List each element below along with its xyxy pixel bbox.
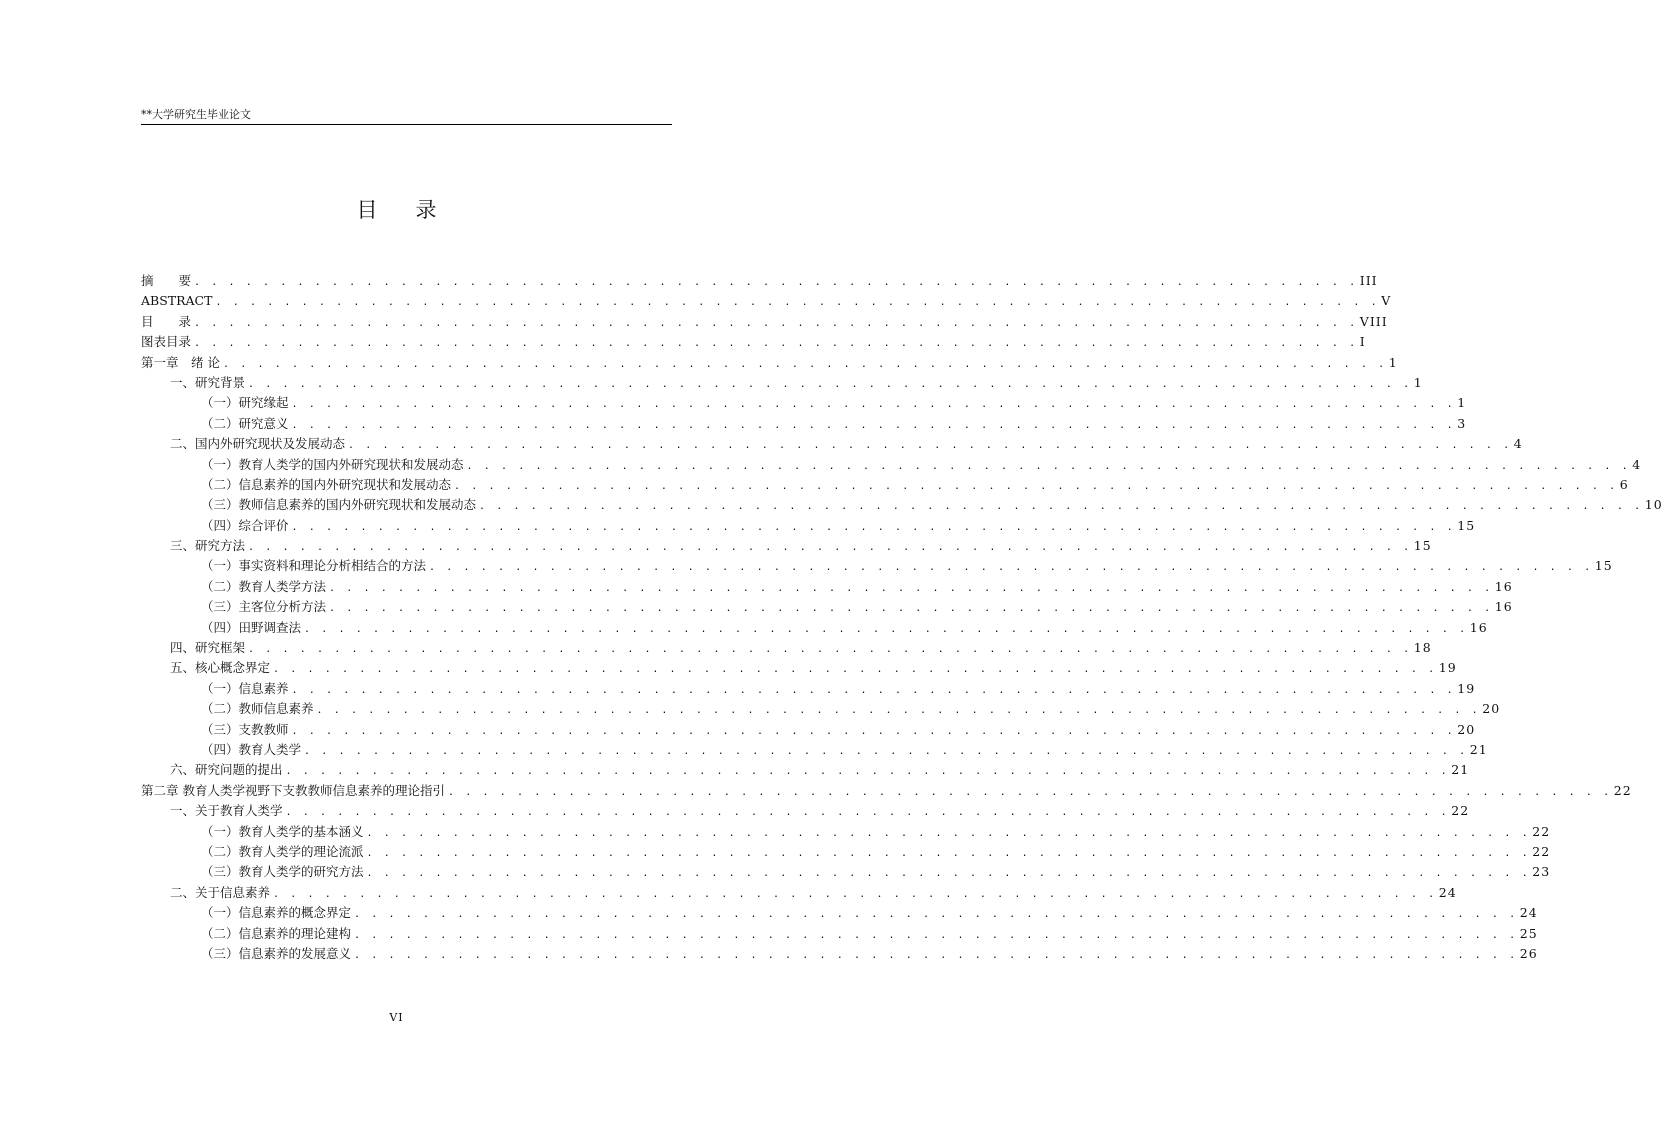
toc-entry-page: 21 [1451,762,1470,778]
toc-entry-page: 16 [1494,578,1513,594]
dot-leader: . . . . . . . . . . . . . . . . . . . . . . . . . . . . . . . . . . . . . . . . . . . . . . . . . . . . . . . . . . . . . . . . . . . . [366,868,1531,880]
toc-entry-title: （三）支教教师 [201,721,289,737]
toc-entry-title: （四）综合评价 [201,517,289,533]
toc-entry-page: 4 [1632,456,1642,472]
toc-entry-title: 四、研究框架 [170,640,246,656]
toc-entry-title: （三）信息素养的发展意义 [201,945,352,961]
toc-entry-title: （三）主客位分析方法 [201,599,327,615]
dot-leader: . . . . . . . . . . . . . . . . . . . . . . . . . . . . . . . . . . . . . . . . . . . . . . . . . . . . . . . . . . . . . . . . . . . . [248,644,1412,656]
page-number: VI [389,1011,404,1024]
dot-leader: . . . . . . . . . . . . . . . . . . . . . . . . . . . . . . . . . . . . . . . . . . . . . . . . . . . . . . . . . . . . . . . . . . . . [291,725,1456,737]
toc-entry[interactable] [141,516,1476,536]
toc-entry-title: （一）信息素养 [201,680,289,696]
toc-entry-page: 15 [1594,558,1613,574]
dot-leader: . . . . . . . . . . . . . . . . . . . . . . . . . . . . . . . . . . . . . . . . . . . . . . . . . . . . . . . . . . . . . . . . . . . . [194,277,1358,288]
toc-entry[interactable] [141,271,1378,291]
toc-entry-page: 21 [1469,741,1488,757]
toc-entry[interactable] [141,434,1523,454]
toc-entry[interactable] [141,353,1398,373]
toc-entry-title: 三、研究方法 [170,538,246,554]
toc-entry-page: 15 [1413,538,1432,554]
toc-entry-page: 20 [1457,721,1476,737]
toc-entry-title: （一）事实资料和理论分析相结合的方法 [201,558,427,574]
table-of-contents [141,271,1663,964]
toc-entry-title: 目 录 [141,313,192,329]
dot-leader: . . . . . . . . . . . . . . . . . . . . . . . . . . . . . . . . . . . . . . . . . . . . . . . . . . . . . . . . . . . . . . . . . . . . [291,684,1456,696]
toc-entry-page: 22 [1532,823,1551,839]
toc-entry[interactable] [141,373,1423,393]
toc-entry-title: 摘 要 [141,273,192,288]
toc-entry-page: V [1381,293,1392,309]
toc-entry-page: 22 [1613,782,1632,798]
toc-entry-title: （三）教师信息素养的国内外研究现状和发展动态 [201,497,477,513]
dot-leader: . . . . . . . . . . . . . . . . . . . . . . . . . . . . . . . . . . . . . . . . . . . . . . . . . . . . . . . . . . . . . . . . . . . . [479,501,1643,513]
toc-entry-title: （二）信息素养的国内外研究现状和发展动态 [201,476,452,492]
toc-entry[interactable] [141,903,1538,923]
toc-entry[interactable] [141,312,1388,332]
dot-leader: . . . . . . . . . . . . . . . . . . . . . . . . . . . . . . . . . . . . . . . . . . . . . . . . . . . . . . . . . . . . . . . . . . . . [194,317,1358,329]
toc-entry-page: 6 [1619,476,1629,492]
toc-entry-title: （四）田野调查法 [201,619,302,635]
toc-entry[interactable] [141,720,1476,740]
dot-leader: . . . . . . . . . . . . . . . . . . . . . . . . . . . . . . . . . . . . . . . . . . . . . . . . . . . . . . . . . . . . . . . . . . . . [273,664,1437,676]
toc-entry-title: 图表目录 [141,334,192,350]
toc-entry-title: 第二章 教育人类学视野下支教教师信息素养的理论指引 [141,782,445,798]
toc-entry-title: （一）研究缘起 [201,395,289,411]
dot-leader: . . . . . . . . . . . . . . . . . . . . . . . . . . . . . . . . . . . . . . . . . . . . . . . . . . . . . . . . . . . . . . . . . . . . [447,786,1612,798]
dot-leader: . . . . . . . . . . . . . . . . . . . . . . . . . . . . . . . . . . . . . . . . . . . . . . . . . . . . . . . . . . . . . . . . . . . . [304,745,1468,757]
toc-entry[interactable] [141,332,1366,352]
toc-entry-title: （二）研究意义 [201,415,289,431]
dot-leader: . . . . . . . . . . . . . . . . . . . . . . . . . . . . . . . . . . . . . . . . . . . . . . . . . . . . . . . . . . . . . . . . . . . . [285,807,1450,819]
toc-entry-page: 16 [1494,599,1513,615]
toc-entry-title: 五、核心概念界定 [170,660,271,676]
toc-entry-page: 3 [1457,415,1467,431]
toc-entry[interactable] [141,679,1476,699]
toc-entry[interactable] [141,495,1663,515]
toc-entry-title: （一）教育人类学的国内外研究现状和发展动态 [201,456,464,472]
toc-entry[interactable] [141,597,1513,617]
dot-leader: . . . . . . . . . . . . . . . . . . . . . . . . . . . . . . . . . . . . . . . . . . . . . . . . . . . . . . . . . . . . . . . . . . . . [248,378,1412,390]
dot-leader: . . . . . . . . . . . . . . . . . . . . . . . . . . . . . . . . . . . . . . . . . . . . . . . . . . . . . . . . . . . . . . . . . . . . [291,521,1456,533]
toc-entry-title: （四）教育人类学 [201,741,302,757]
dot-leader: . . . . . . . . . . . . . . . . . . . . . . . . . . . . . . . . . . . . . . . . . . . . . . . . . . . . . . . . . . . . . . . . . . . . [354,929,1518,941]
dot-leader: . . . . . . . . . . . . . . . . . . . . . . . . . . . . . . . . . . . . . . . . . . . . . . . . . . . . . . . . . . . . . . . . . . . . [304,623,1468,635]
dot-leader: . . . . . . . . . . . . . . . . . . . . . . . . . . . . . . . . . . . . . . . . . . . . . . . . . . . . . . . . . . . . . . . . . . . . [194,338,1358,350]
toc-entry-page: 18 [1413,640,1432,656]
toc-entry[interactable] [141,781,1632,801]
toc-entry-title: （二）教师信息素养 [201,701,314,717]
dot-leader: . . . . . . . . . . . . . . . . . . . . . . . . . . . . . . . . . . . . . . . . . . . . . . . . . . . . . . . . . . . . . . . . . . . . [316,705,1481,717]
toc-entry-title: （一）教育人类学的基本涵义 [201,823,364,839]
toc-entry-title: ABSTRACT [141,293,213,309]
toc-entry[interactable] [141,638,1432,658]
dot-leader: . . . . . . . . . . . . . . . . . . . . . . . . . . . . . . . . . . . . . . . . . . . . . . . . . . . . . . . . . . . . . . . . . . . . [366,827,1531,839]
page-title: 目录 [356,198,475,222]
toc-entry-page: 25 [1519,925,1538,941]
toc-entry-page: 23 [1532,864,1551,880]
toc-entry-page: 26 [1519,945,1538,961]
toc-entry[interactable] [141,760,1470,780]
dot-leader: . . . . . . . . . . . . . . . . . . . . . . . . . . . . . . . . . . . . . . . . . . . . . . . . . . . . . . . . . . . . . . . . . . . . [273,888,1437,900]
dot-leader: . . . . . . . . . . . . . . . . . . . . . . . . . . . . . . . . . . . . . . . . . . . . . . . . . . . . . . . . . . . . . . . . . . . . [366,847,1531,859]
toc-entry[interactable] [141,883,1457,903]
toc-entry[interactable] [141,658,1457,678]
toc-entry-title: 二、国内外研究现状及发展动态 [170,436,346,452]
toc-entry-page: 1 [1457,395,1467,411]
dot-leader: . . . . . . . . . . . . . . . . . . . . . . . . . . . . . . . . . . . . . . . . . . . . . . . . . . . . . . . . . . . . . . . . . . . . [429,562,1593,574]
toc-entry-title: 一、关于教育人类学 [170,803,283,819]
toc-entry[interactable] [141,536,1432,556]
toc-entry-page: 16 [1469,619,1488,635]
toc-entry-title: （二）教育人类学方法 [201,578,327,594]
dot-leader: . . . . . . . . . . . . . . . . . . . . . . . . . . . . . . . . . . . . . . . . . . . . . . . . . . . . . . . . . . . . . . . . . . . . [215,297,1380,309]
toc-entry-page: 24 [1438,884,1457,900]
toc-entry-title: （二）信息素养的理论建构 [201,925,352,941]
toc-entry-page: 4 [1513,436,1523,452]
toc-entry-page: 1 [1388,354,1398,370]
dot-leader: . . . . . . . . . . . . . . . . . . . . . . . . . . . . . . . . . . . . . . . . . . . . . . . . . . . . . . . . . . . . . . . . . . . . [348,440,1512,452]
dot-leader: . . . . . . . . . . . . . . . . . . . . . . . . . . . . . . . . . . . . . . . . . . . . . . . . . . . . . . . . . . . . . . . . . . . . [291,419,1456,431]
dot-leader: . . . . . . . . . . . . . . . . . . . . . . . . . . . . . . . . . . . . . . . . . . . . . . . . . . . . . . . . . . . . . . . . . . . . [354,909,1518,921]
toc-entry-page: 20 [1482,701,1501,717]
toc-entry[interactable] [141,414,1467,434]
toc-entry-page: 19 [1438,660,1457,676]
toc-entry-title: （一）信息素养的概念界定 [201,905,352,921]
toc-entry[interactable] [141,740,1488,760]
toc-entry[interactable] [141,618,1488,638]
toc-entry[interactable] [141,924,1538,944]
dot-leader: . . . . . . . . . . . . . . . . . . . . . . . . . . . . . . . . . . . . . . . . . . . . . . . . . . . . . . . . . . . . . . . . . . . . [291,399,1456,411]
toc-entry-page: 1 [1413,374,1423,390]
toc-entry-title: （二）教育人类学的理论流派 [201,843,364,859]
dot-leader: . . . . . . . . . . . . . . . . . . . . . . . . . . . . . . . . . . . . . . . . . . . . . . . . . . . . . . . . . . . . . . . . . . . . [329,603,1493,615]
toc-entry-page: VIII [1359,313,1388,329]
toc-entry-page: 15 [1457,517,1476,533]
dot-leader: . . . . . . . . . . . . . . . . . . . . . . . . . . . . . . . . . . . . . . . . . . . . . . . . . . . . . . . . . . . . . . . . . . . . [285,766,1450,778]
toc-entry[interactable] [141,699,1501,719]
toc-entry-page: III [1359,273,1378,288]
toc-entry-page: I [1359,334,1366,350]
running-header: **大学研究生毕业论文 [141,108,672,125]
toc-entry[interactable] [141,455,1642,475]
toc-entry-page: 22 [1532,843,1551,859]
dot-leader: . . . . . . . . . . . . . . . . . . . . . . . . . . . . . . . . . . . . . . . . . . . . . . . . . . . . . . . . . . . . . . . . . . . . [222,358,1387,370]
toc-entry[interactable] [141,801,1470,821]
toc-entry-title: （三）教育人类学的研究方法 [201,864,364,880]
dot-leader: . . . . . . . . . . . . . . . . . . . . . . . . . . . . . . . . . . . . . . . . . . . . . . . . . . . . . . . . . . . . . . . . . . . . [248,542,1412,554]
dot-leader: . . . . . . . . . . . . . . . . . . . . . . . . . . . . . . . . . . . . . . . . . . . . . . . . . . . . . . . . . . . . . . . . . . . . [454,480,1618,492]
toc-entry-title: 第一章 绪 论 [141,354,220,370]
toc-entry-page: 10 [1644,497,1663,513]
toc-entry[interactable] [141,944,1538,964]
toc-entry-title: 一、研究背景 [170,374,246,390]
toc-entry-page: 24 [1519,905,1538,921]
toc-entry[interactable] [141,475,1629,495]
toc-entry-page: 19 [1457,680,1476,696]
toc-entry-title: 六、研究问题的提出 [170,762,283,778]
dot-leader: . . . . . . . . . . . . . . . . . . . . . . . . . . . . . . . . . . . . . . . . . . . . . . . . . . . . . . . . . . . . . . . . . . . . [354,949,1518,961]
dot-leader: . . . . . . . . . . . . . . . . . . . . . . . . . . . . . . . . . . . . . . . . . . . . . . . . . . . . . . . . . . . . . . . . . . . . [329,582,1493,594]
dot-leader: . . . . . . . . . . . . . . . . . . . . . . . . . . . . . . . . . . . . . . . . . . . . . . . . . . . . . . . . . . . . . . . . . . . . [466,460,1631,472]
toc-entry[interactable] [141,393,1467,413]
toc-entry[interactable] [141,822,1551,842]
toc-entry[interactable] [141,291,1392,311]
toc-entry-page: 22 [1451,803,1470,819]
toc-entry[interactable] [141,842,1551,862]
toc-entry[interactable] [141,862,1551,882]
toc-entry[interactable] [141,577,1513,597]
toc-entry[interactable] [141,556,1613,576]
toc-entry-title: 二、关于信息素养 [170,884,271,900]
